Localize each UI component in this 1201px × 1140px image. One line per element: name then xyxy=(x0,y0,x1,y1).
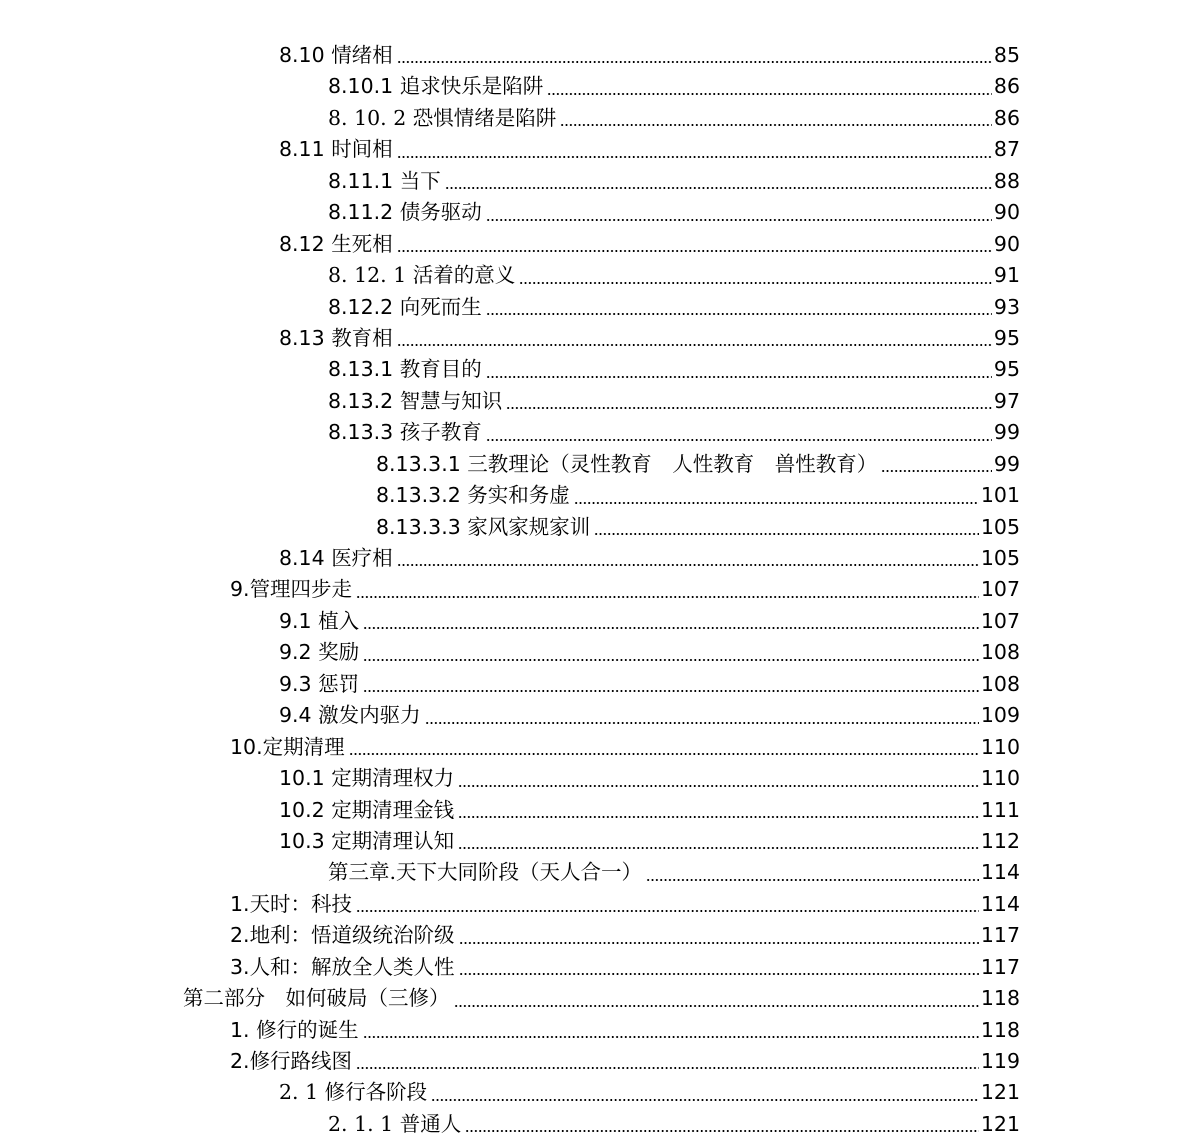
dot-leader xyxy=(445,187,992,189)
toc-entry-label xyxy=(279,134,395,165)
toc-entry-label xyxy=(279,543,395,574)
dot-leader xyxy=(486,219,992,221)
toc-entry[interactable] xyxy=(0,826,1020,857)
toc-entry-label xyxy=(230,732,347,763)
toc-entry[interactable] xyxy=(0,166,1020,197)
toc-entry-label xyxy=(328,166,443,197)
toc-entry-number: 8.13.1 xyxy=(328,357,394,382)
toc-entry-title: 时间相 xyxy=(331,137,393,162)
toc-entry-label xyxy=(279,826,456,857)
toc-entry-page-number: 111 xyxy=(980,797,1020,822)
toc-entry-label xyxy=(279,795,456,826)
toc-entry-page-number: 99 xyxy=(993,420,1020,445)
toc-entry-number: 3. xyxy=(230,954,250,979)
toc-entry-page-number: 101 xyxy=(980,483,1020,508)
toc-entry[interactable] xyxy=(0,920,1020,951)
toc-entry-title: 教育目的 xyxy=(399,357,482,382)
toc-entry-number: 8. 12. 1 xyxy=(328,263,407,288)
toc-entry-page-number: 108 xyxy=(980,640,1020,665)
toc-entry[interactable] xyxy=(0,983,1020,1014)
table-of-contents xyxy=(0,40,1201,1140)
toc-entry-title: 情绪相 xyxy=(331,43,393,67)
toc-entry-title: 人和：解放全人类人性 xyxy=(249,954,455,979)
dot-leader xyxy=(397,61,992,63)
toc-entry-title: 地利：悟道级统治阶级 xyxy=(249,923,455,948)
dot-leader xyxy=(646,879,979,881)
dot-leader xyxy=(397,156,992,158)
toc-entry-title: 天时：科技 xyxy=(249,891,353,916)
toc-entry-page-number: 108 xyxy=(980,671,1020,696)
toc-entry-title: 修行各阶段 xyxy=(324,1080,428,1105)
toc-entry[interactable] xyxy=(0,71,1020,102)
toc-entry-label xyxy=(328,103,558,134)
toc-entry-page-number: 118 xyxy=(980,986,1020,1011)
dot-leader xyxy=(356,596,979,598)
toc-entry-label xyxy=(279,323,395,354)
dot-leader xyxy=(363,627,979,629)
toc-entry[interactable] xyxy=(0,574,1020,605)
toc-entry-number: 8.12.2 xyxy=(328,294,394,319)
toc-entry-label xyxy=(279,669,361,700)
toc-entry-number: 8.11.2 xyxy=(328,200,394,225)
toc-entry-number: 8.11.1 xyxy=(328,168,394,193)
toc-entry[interactable] xyxy=(0,1046,1020,1077)
toc-entry-title: 第三章.天下大同阶段（天人合一） xyxy=(328,860,643,885)
dot-leader xyxy=(431,1099,979,1101)
toc-entry-page-number: 88 xyxy=(993,168,1020,193)
dot-leader xyxy=(458,785,979,787)
toc-entry-label xyxy=(230,1046,354,1077)
toc-entry-title: 定期清理权力 xyxy=(331,766,455,791)
dot-leader xyxy=(363,659,979,661)
toc-entry[interactable] xyxy=(0,103,1020,134)
toc-entry-page-number: 118 xyxy=(980,1017,1020,1042)
toc-entry-page-number: 85 xyxy=(993,43,1020,67)
dot-leader xyxy=(506,407,992,409)
toc-entry-page-number: 86 xyxy=(993,74,1020,99)
toc-entry-page-number: 99 xyxy=(993,451,1020,476)
toc-entry-title: 恐惧情绪是陷阱 xyxy=(412,105,557,130)
toc-entry-page-number: 91 xyxy=(993,263,1020,288)
toc-entry-page-number: 121 xyxy=(980,1080,1020,1105)
toc-entry[interactable] xyxy=(0,732,1020,763)
toc-entry-page-number: 95 xyxy=(993,325,1020,350)
toc-entry-page-number: 97 xyxy=(993,388,1020,413)
toc-entry-number: 8.13 xyxy=(279,325,325,350)
toc-entry[interactable] xyxy=(0,889,1020,920)
toc-entry[interactable] xyxy=(0,543,1020,574)
toc-entry-page-number: 117 xyxy=(980,923,1020,948)
toc-entry[interactable] xyxy=(0,260,1020,291)
toc-entry-title: 教育相 xyxy=(331,325,393,350)
toc-entry-number: 8.13.3.2 xyxy=(376,483,461,508)
toc-entry-title: 管理四步走 xyxy=(249,577,353,602)
dot-leader xyxy=(397,250,992,252)
toc-entry[interactable] xyxy=(0,449,1020,480)
toc-entry-number: 2. 1 xyxy=(279,1080,319,1105)
toc-entry-number: 9.2 xyxy=(279,640,312,665)
toc-entry-number: 2. xyxy=(230,923,250,948)
toc-entry-label xyxy=(230,1015,361,1046)
toc-entry[interactable] xyxy=(0,40,1020,71)
toc-entry-title: 债务驱动 xyxy=(399,200,482,225)
toc-entry-page-number: 119 xyxy=(980,1049,1020,1073)
toc-entry-label xyxy=(328,71,545,102)
toc-entry-title: 修行路线图 xyxy=(249,1049,353,1073)
toc-entry-number: 8.13.3 xyxy=(328,420,394,445)
toc-entry-page-number: 86 xyxy=(993,105,1020,130)
toc-entry-title: 定期清理金钱 xyxy=(331,797,455,822)
toc-entry-page-number: 112 xyxy=(980,828,1020,853)
toc-entry-label xyxy=(328,857,644,888)
toc-entry[interactable] xyxy=(0,1015,1020,1046)
toc-entry-number: 8. 10. 2 xyxy=(328,105,407,130)
toc-entry-label xyxy=(279,1077,429,1108)
toc-entry-page-number: 90 xyxy=(993,231,1020,256)
dot-leader xyxy=(454,1005,979,1007)
toc-entry-number: 8.10.1 xyxy=(328,74,394,99)
toc-entry-label xyxy=(279,700,423,731)
toc-entry[interactable] xyxy=(0,292,1020,323)
dot-leader xyxy=(486,439,992,441)
toc-entry-label xyxy=(183,983,452,1014)
toc-entry[interactable] xyxy=(0,606,1020,637)
toc-entry[interactable] xyxy=(0,1109,1020,1140)
toc-entry-label xyxy=(328,354,484,385)
toc-entry-label xyxy=(279,229,395,260)
dot-leader xyxy=(363,690,979,692)
toc-entry[interactable] xyxy=(0,795,1020,826)
toc-entry-label xyxy=(328,197,484,228)
toc-entry-page-number: 109 xyxy=(980,703,1020,728)
toc-entry-label xyxy=(328,260,517,291)
toc-entry-title: 修行的诞生 xyxy=(249,1017,359,1042)
toc-entry-page-number: 121 xyxy=(980,1111,1020,1136)
dot-leader xyxy=(459,973,979,975)
toc-entry[interactable] xyxy=(0,857,1020,888)
dot-leader xyxy=(356,910,979,912)
toc-entry-number: 1. xyxy=(230,891,250,916)
toc-entry-title: 智慧与知识 xyxy=(399,388,503,413)
toc-entry-title: 奖励 xyxy=(318,640,360,665)
toc-entry-number: 9.1 xyxy=(279,608,312,633)
toc-entry-page-number: 110 xyxy=(980,734,1020,759)
toc-entry-title: 普通人 xyxy=(399,1111,462,1136)
toc-entry-label xyxy=(376,480,572,511)
toc-entry-number: 8.12 xyxy=(279,231,325,256)
toc-entry-page-number: 95 xyxy=(993,357,1020,382)
toc-entry[interactable] xyxy=(0,386,1020,417)
toc-entry-label xyxy=(230,889,354,920)
dot-leader xyxy=(574,502,979,504)
toc-entry-number: 10.2 xyxy=(279,797,325,822)
toc-entry-number: 8.13.2 xyxy=(328,388,394,413)
toc-entry-number: 2. xyxy=(230,1049,250,1073)
toc-entry-number: 8.13.3.3 xyxy=(376,514,461,539)
dot-leader xyxy=(486,313,992,315)
dot-leader xyxy=(486,376,992,378)
dot-leader xyxy=(459,942,979,944)
toc-entry[interactable] xyxy=(0,763,1020,794)
toc-entry[interactable] xyxy=(0,197,1020,228)
dot-leader xyxy=(363,1036,979,1038)
toc-entry-label xyxy=(328,292,484,323)
toc-entry-title: 定期清理 xyxy=(262,734,345,759)
toc-entry-page-number: 117 xyxy=(980,954,1020,979)
toc-entry[interactable] xyxy=(0,417,1020,448)
toc-entry-title: 家风家规家训 xyxy=(467,514,591,539)
toc-entry-number: 8.10 xyxy=(279,43,325,67)
toc-entry-label xyxy=(230,952,457,983)
toc-entry-label xyxy=(328,1109,463,1140)
toc-entry-number: 8.11 xyxy=(279,137,325,162)
toc-entry[interactable] xyxy=(0,480,1020,511)
toc-entry-page-number: 105 xyxy=(980,514,1020,539)
dot-leader xyxy=(458,847,979,849)
toc-entry[interactable] xyxy=(0,354,1020,385)
toc-entry[interactable] xyxy=(0,637,1020,668)
toc-entry-title: 医疗相 xyxy=(331,546,393,570)
toc-entry-number: 9.3 xyxy=(279,671,312,696)
toc-entry-page-number: 110 xyxy=(980,766,1020,791)
toc-entry-title: 植入 xyxy=(318,608,360,633)
dot-leader xyxy=(356,1067,979,1069)
toc-entry-label xyxy=(230,574,354,605)
toc-entry-page-number: 87 xyxy=(993,137,1020,162)
dot-leader xyxy=(547,93,992,95)
toc-entry-number: 9. xyxy=(230,577,250,602)
toc-entry[interactable] xyxy=(0,669,1020,700)
toc-entry-label xyxy=(279,637,361,668)
toc-entry-number: 2. 1. 1 xyxy=(328,1111,394,1136)
toc-entry-title: 当下 xyxy=(399,168,441,193)
toc-entry[interactable] xyxy=(0,134,1020,165)
dot-leader xyxy=(560,124,992,126)
toc-entry-label xyxy=(376,449,879,480)
toc-entry[interactable] xyxy=(0,323,1020,354)
dot-leader xyxy=(349,753,979,755)
dot-leader xyxy=(881,470,992,472)
toc-entry-page-number: 93 xyxy=(993,294,1020,319)
toc-entry-label xyxy=(279,40,395,71)
toc-entry-number: 1. xyxy=(230,1017,250,1042)
toc-entry[interactable] xyxy=(0,229,1020,260)
toc-entry-title: 激发内驱力 xyxy=(318,703,421,728)
toc-entry-label xyxy=(328,386,504,417)
toc-entry-label xyxy=(376,512,592,543)
toc-entry-title: 三教理论（灵性教育 人性教育 兽性教育） xyxy=(467,451,878,476)
toc-entry-title: 向死而生 xyxy=(399,294,482,319)
toc-entry-number: 9.4 xyxy=(279,703,312,728)
toc-entry-number: 10. xyxy=(230,734,263,759)
toc-entry[interactable] xyxy=(0,512,1020,543)
toc-entry-label xyxy=(279,606,361,637)
toc-entry-title: 孩子教育 xyxy=(399,420,482,445)
toc-entry-page-number: 90 xyxy=(993,200,1020,225)
dot-leader xyxy=(397,564,979,566)
dot-leader xyxy=(425,722,979,724)
toc-entry-label xyxy=(279,763,456,794)
dot-leader xyxy=(458,816,979,818)
dot-leader xyxy=(397,344,992,346)
toc-entry-page-number: 107 xyxy=(980,608,1020,633)
toc-entry-title: 定期清理认知 xyxy=(331,828,455,853)
dot-leader xyxy=(519,282,992,284)
toc-entry-number: 8.14 xyxy=(279,546,325,570)
toc-entry-page-number: 105 xyxy=(980,546,1020,570)
toc-entry-title: 惩罚 xyxy=(318,671,360,696)
toc-entry-label xyxy=(328,417,484,448)
toc-entry-page-number: 114 xyxy=(980,860,1020,885)
toc-entry-number: 10.1 xyxy=(279,766,325,791)
toc-entry-page-number: 107 xyxy=(980,577,1020,602)
toc-entry[interactable] xyxy=(0,1077,1020,1108)
toc-entry[interactable] xyxy=(0,952,1020,983)
toc-entry-title: 第二部分 如何破局（三修） xyxy=(183,986,450,1011)
toc-entry[interactable] xyxy=(0,700,1020,731)
toc-entry-title: 追求快乐是陷阱 xyxy=(399,74,544,99)
toc-entry-title: 生死相 xyxy=(331,231,393,256)
dot-leader xyxy=(594,533,979,535)
toc-entry-title: 务实和务虚 xyxy=(467,483,570,508)
toc-entry-number: 10.3 xyxy=(279,828,325,853)
toc-entry-label xyxy=(230,920,457,951)
toc-entry-page-number: 114 xyxy=(980,891,1020,916)
toc-entry-title: 活着的意义 xyxy=(412,263,516,288)
toc-entry-number: 8.13.3.1 xyxy=(376,451,461,476)
